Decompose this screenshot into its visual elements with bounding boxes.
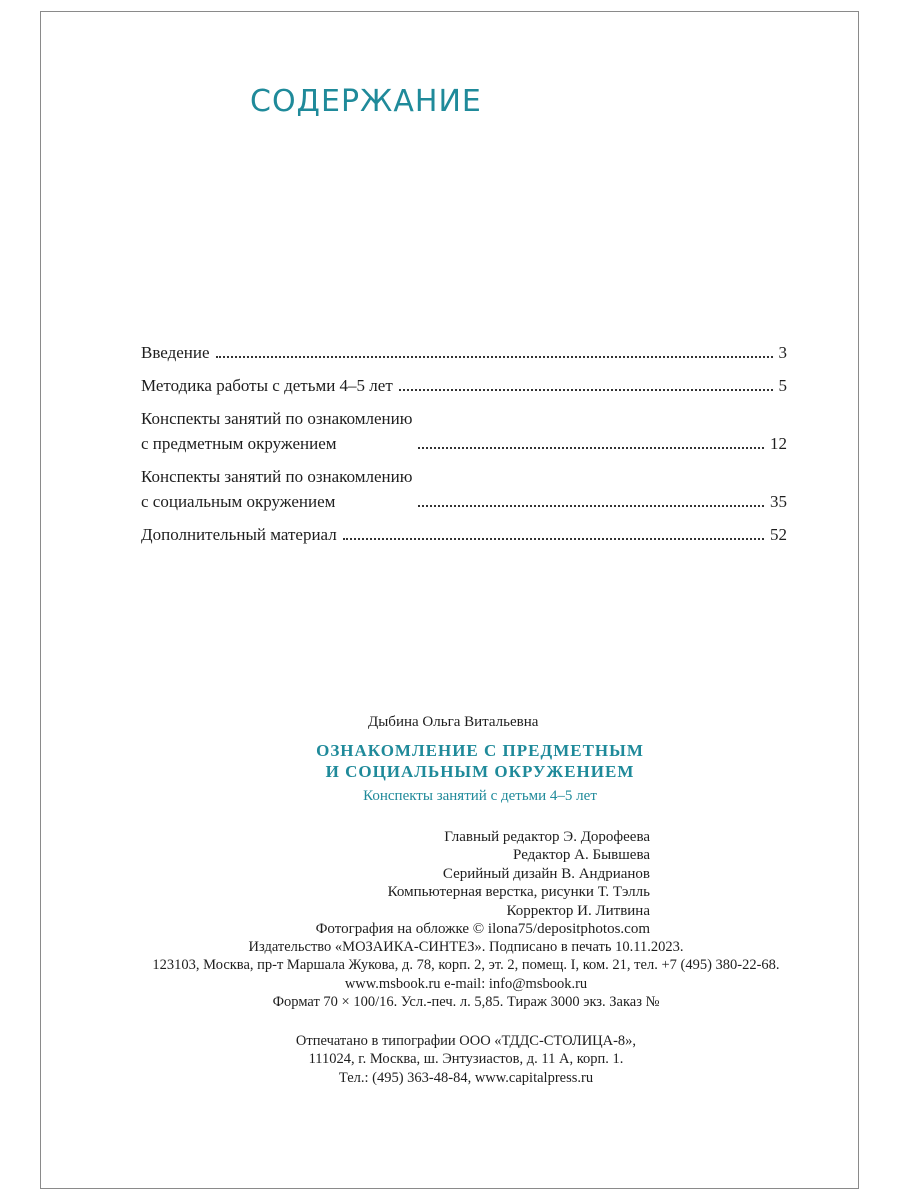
toc-entry-title [141,406,412,456]
page-frame [40,11,859,1189]
toc-entry-line: Конспекты занятий по ознакомлению [141,409,413,428]
printer-line: Отпечатано в типографии ООО «ТДДС-СТОЛИЦА-8», [295,1033,637,1049]
toc-page-number: 12 [770,434,787,453]
author-name: Дыбина Ольга Витальевна [368,714,539,730]
toc-entry-title [141,340,210,365]
book-subtitle: Конспекты занятий с детьми 4–5 лет [363,788,597,804]
toc-page-number: 52 [770,525,787,544]
toc-entry[interactable] [141,340,787,365]
toc-entry[interactable] [141,522,787,547]
toc-page-number: 5 [778,376,787,395]
toc-entry-line: Конспекты занятий по ознакомлению [141,467,413,486]
toc-entry-title [141,464,412,514]
toc-entry-line: Методика работы с детьми 4–5 лет [141,376,393,395]
table-of-contents [141,340,787,555]
credit-line: Фотография на обложке © ilona75/depositphotos.com [315,921,650,938]
book-title [280,740,680,782]
toc-entry[interactable] [141,373,787,398]
toc-page-number: 3 [778,343,787,362]
book-title-line: И СОЦИАЛЬНЫМ ОКРУЖЕНИЕМ [325,762,635,781]
toc-entry-line: Дополнительный материал [141,525,337,544]
printer-info [150,1032,782,1087]
toc-leader-dots [399,388,773,391]
credit-line: Редактор А. Бывшева [513,847,650,864]
credit-line: Корректор И. Литвина [506,902,650,919]
credit-line: Серийный дизайн В. Андрианов [442,865,650,882]
toc-entry[interactable] [141,464,787,514]
publisher-info [150,938,782,1012]
publisher-line: Формат 70 × 100/16. Усл.-печ. л. 5,85. Тираж 3000 экз. Заказ № [272,994,660,1011]
toc-leader-dots [418,504,764,507]
contents-title: СОДЕРЖАНИЕ [250,84,482,119]
toc-leader-dots [216,355,773,358]
toc-leader-dots [343,537,764,540]
toc-entry[interactable] [141,406,787,456]
toc-entry-title [141,373,393,398]
credit-line: Главный редактор Э. Дорофеева [444,829,650,845]
toc-entry-title [141,522,337,547]
book-title-line: ОЗНАКОМЛЕНИЕ С ПРЕДМЕТНЫМ [316,741,644,760]
printer-line: Тел.: (495) 363-48-84, www.capitalpress.ru [338,1069,594,1086]
publisher-line: 123103, Москва, пр-т Маршала Жукова, д. 78, корп. 2, эт. 2, помещ. I, ком. 21, тел. +7 (495) 380-22-68. [152,957,780,974]
publisher-line: www.msbook.ru e-mail: info@msbook.ru [344,975,588,992]
toc-entry-line: Введение [141,343,210,362]
toc-entry-line: с предметным окружением [141,434,337,453]
publisher-line: Издательство «МОЗАИКА-СИНТЕЗ». Подписано в печать 10.11.2023. [248,939,684,955]
toc-page-number: 35 [770,492,787,511]
credit-line: Компьютерная верстка, рисунки Т. Тэлль [387,884,650,901]
printer-line: 111024, г. Москва, ш. Энтузиастов, д. 11 А, корп. 1. [308,1051,624,1068]
toc-leader-dots [418,446,764,449]
credits-list [200,828,650,938]
toc-entry-line: с социальным окружением [141,492,336,511]
